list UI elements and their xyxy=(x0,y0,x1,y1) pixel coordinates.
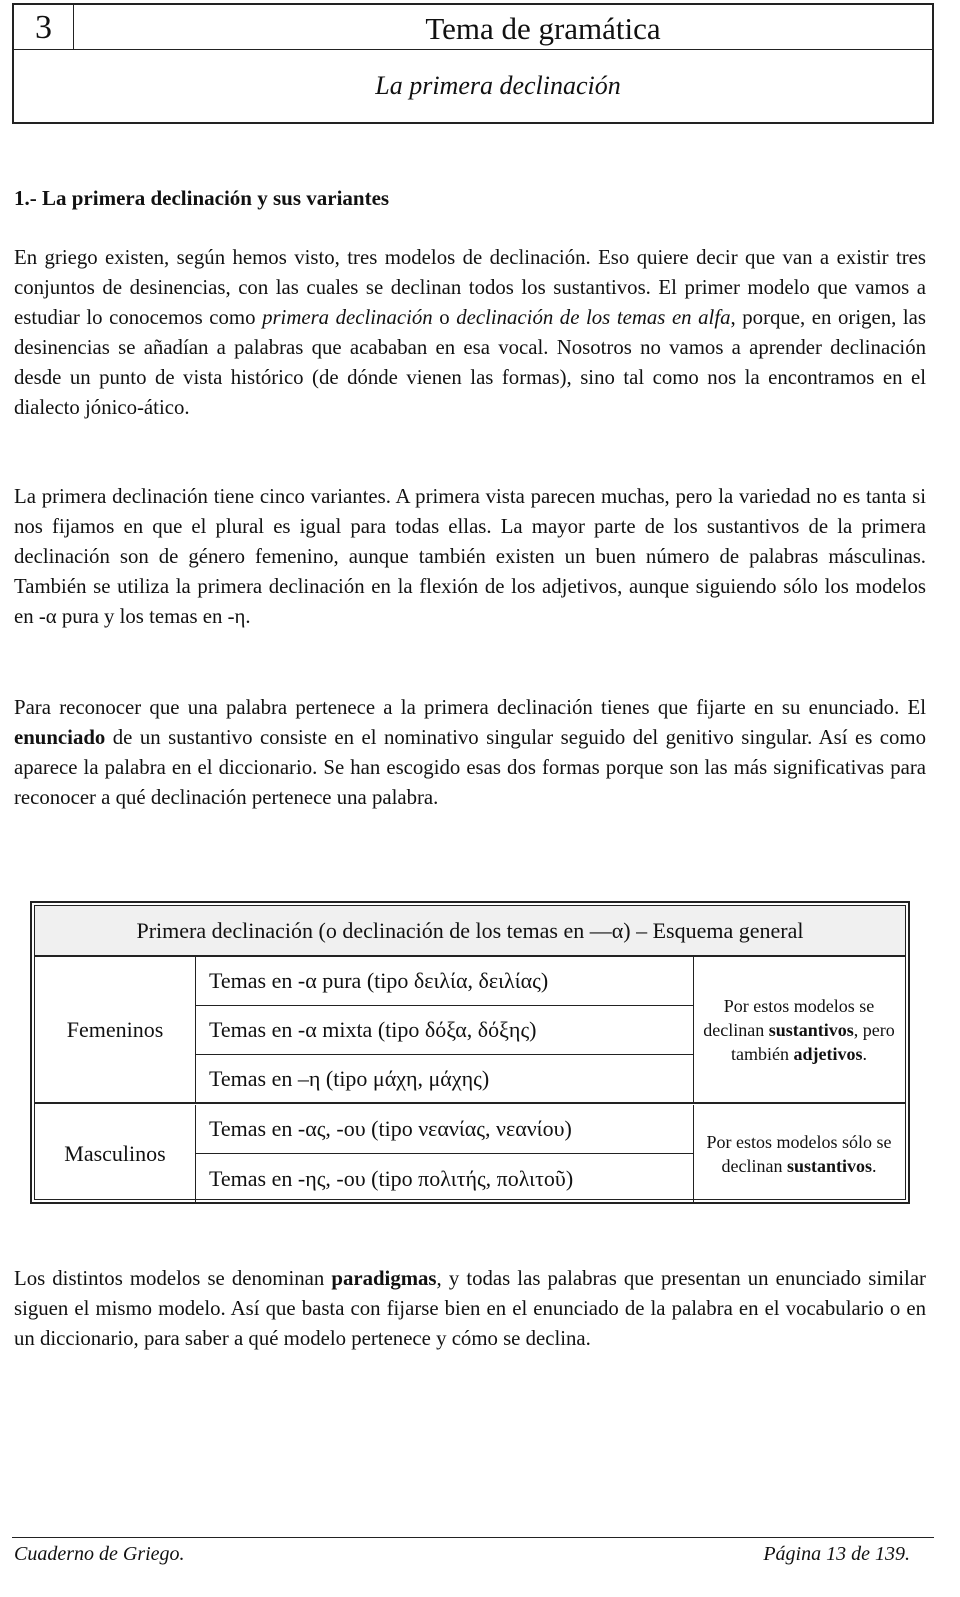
text-run: , y todas las palabras que presentan un enunciado similar siguen el mismo modelo. Así que basta con fijarse bien en el enunciado de la palabra en el vocabulario o en un diccionario, para saber a qué modelo pertenece y cómo se declina. xyxy=(14,1267,926,1350)
text-run: Para reconocer que una palabra pertenece a la primera declinación tienes que fijarte en su enunciado. El xyxy=(14,696,926,719)
bold-term: sustantivos xyxy=(768,1019,854,1040)
table-row: Temas en -ας, -ου (tipo νεανίας, νεανίου) xyxy=(209,1116,572,1141)
bold-term: sustantivos xyxy=(786,1156,872,1176)
bold-term: paradigmas xyxy=(331,1267,437,1290)
femeninos-label: Femeninos xyxy=(66,1016,164,1042)
section-title: 1.- La primera declinación y sus variantes xyxy=(14,186,390,210)
footer-book-title: Cuaderno de Griego. xyxy=(14,1543,185,1565)
paragraph-intro xyxy=(14,243,926,423)
table-row: Temas en -α mixta (tipo δόξα, δόξης) xyxy=(209,1017,537,1042)
text-run: Por estos modelos sólo se declinan xyxy=(706,1132,892,1176)
text-run: de un sustantivo consiste en el nominativo singular seguido del genitivo singular. Así es como aparece la palabra en el diccionario. Se han escogido esas dos formas porque son las más significativas para reconocer a qué declinación pertenece una palabra. xyxy=(14,726,926,809)
paragraph-enunciado xyxy=(14,693,926,813)
chapter-header xyxy=(12,3,934,124)
text-run: Los distintos modelos se denominan xyxy=(14,1267,332,1290)
text-run: . xyxy=(862,1043,867,1064)
note-text xyxy=(703,994,895,1066)
text-run: o xyxy=(432,306,457,329)
italic-term: declinación de los temas en alfa xyxy=(456,306,731,329)
bold-term: adjetivos xyxy=(793,1043,863,1064)
table-title: Primera declinación (o declinación de los temas en —α) – Esquema general xyxy=(35,906,905,957)
masculinos-label: Masculinos xyxy=(64,1141,166,1166)
chapter-title: Tema de gramática xyxy=(425,11,661,46)
table-row: Temas en –η (tipo μάχη, μάχης) xyxy=(209,1065,490,1091)
text-run: , pero también xyxy=(731,1019,895,1064)
note-text xyxy=(703,1130,895,1178)
paragraph-variants: La primera declinación tiene cinco variantes. A primera vista parecen muchas, pero la variedad no es tanta si nos fijamos en que el plural es igual para todas ellas. La mayor parte de los sustantivos de la primera declinación son de género femenino, aunque también existen un buen número de palabras másculinas. También se utiliza la primera declinación en la flexión de los adjetivos, aunque siguiendo sólo los modelos en -α pura y los temas en -η. xyxy=(14,485,926,628)
paragraph-paradigmas xyxy=(14,1264,926,1354)
declension-table xyxy=(30,901,910,1204)
table-row: Temas en -α pura (tipo δειλία, δειλίας) xyxy=(209,968,549,993)
footer-rule xyxy=(12,1537,934,1538)
text-run: Por estos modelos se declinan xyxy=(703,995,875,1040)
chapter-number: 3 xyxy=(14,5,74,50)
italic-term: primera declinación xyxy=(262,306,433,329)
text-run: En griego existen, según hemos visto, tres modelos de declinación. Eso quiere decir que van a existir tres conjuntos de desinencias, con las cuales se declinan todos los sustantivos. El primer modelo que vamos a estudiar lo conocemos como xyxy=(14,246,926,329)
bold-term: enunciado xyxy=(14,726,106,749)
text-run: . xyxy=(872,1156,877,1176)
femeninos-note xyxy=(693,957,905,1102)
chapter-subtitle: La primera declinación xyxy=(375,71,621,100)
table-divider xyxy=(35,1102,905,1104)
footer-page-number: Página 13 de 139. xyxy=(763,1543,910,1565)
text-run: , porque, en origen, las desinencias se añadían a palabras que acababan en esa vocal. Nosotros no vamos a aprender declinación desde un punto de vista histórico (de dónde vienen las formas), sino tal como nos la encontramos en el dialecto jónico-ático. xyxy=(14,306,926,419)
masculinos-note xyxy=(693,1105,905,1203)
table-inner xyxy=(34,905,906,1200)
table-row: Temas en -ης, -ου (tipo πολιτής, πολιτοῦ) xyxy=(209,1165,574,1191)
